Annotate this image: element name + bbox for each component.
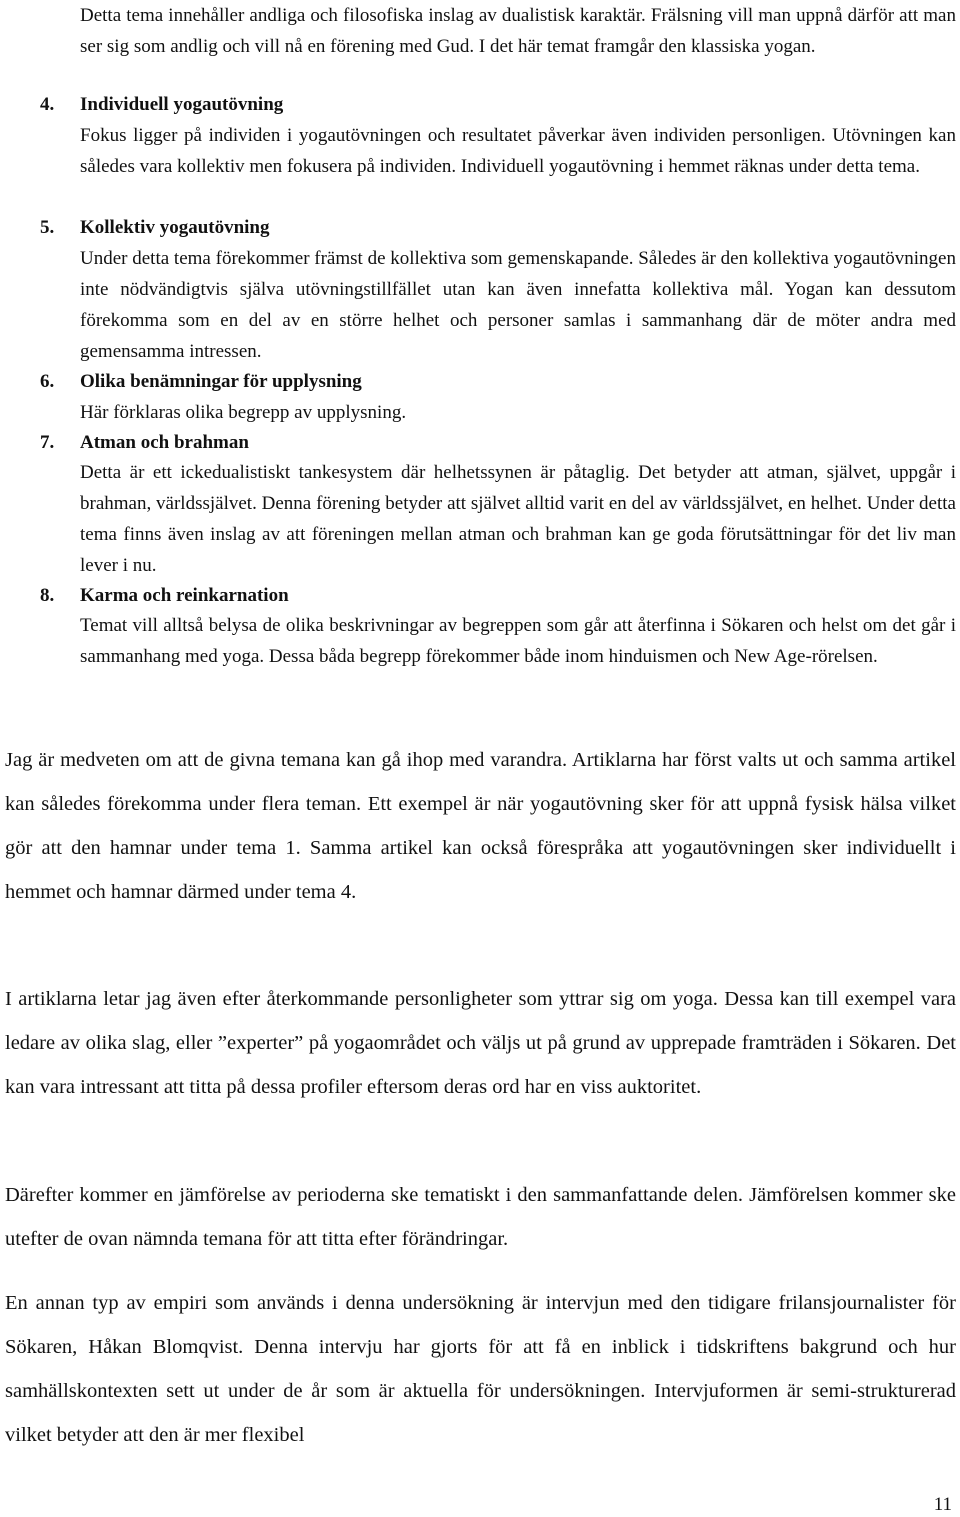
theme-title: Atman och brahman [80, 432, 249, 453]
theme-title: Karma och reinkarnation [80, 585, 289, 606]
body-paragraph-2: I artiklarna letar jag även efter återkommande personligheter som yttrar sig om yoga. Dessa kan till exempel vara ledare av olika slag, eller ”experter” på yogaområdet och väljs ut på grund av upprepade framträden i Sökaren. Det kan vara intressant att titta på dessa profiler eftersom deras ord har en viss auktoritet. [5, 988, 956, 1098]
body-paragraph-4: En annan typ av empiri som används i denna undersökning är intervjun med den tidigare frilansjournalister för Sökaren, Håkan Blomqvist. Denna intervju har gjorts för att få en inblick i tidskriftens bakgrund och hur samhällskontexten sett ut under de år som är aktuella för undersökningen. Intervjuformen är semi-strukturerad vilket betyder att den är mer flexibel [5, 1292, 956, 1446]
theme-heading-5 [40, 212, 270, 243]
theme-title: Olika benämningar för upplysning [80, 371, 362, 392]
theme-body-4: Fokus ligger på individen i yogautövningen och resultatet påverkar även individen personligen. Utövningen kan således vara kollektiv men fokusera på individen. Individuell yogautövning i hemmet räknas under detta tema. [80, 125, 956, 177]
theme-body-5: Under detta tema förekommer främst de kollektiva som gemenskapande. Således är den kollektiva yogautövningen inte nödvändigtvis själva utövningstillfället utan kan även innefatta kollektiva mål. Yogan kan dessutom förekomma som en del av en större helhet och personer samlas i sammanhang där de möter andra med gemensamma intressen. [80, 248, 956, 362]
theme-body-7: Detta är ett ickedualistiskt tankesystem där helhetssynen är påtaglig. Det betyder att atman, självet, uppgår i brahman, världssjälvet. Denna förening betyder att självet alltid varit en del av världssjälvet, en helhet. Under detta tema finns även inslag av att föreningen mellan atman och brahman kan ge goda förutsättningar för det liv man lever i nu. [80, 462, 956, 576]
theme-body-6: Här förklaras olika begrepp av upplysning. [80, 402, 407, 423]
theme-number: 7. [40, 432, 55, 453]
theme-number: 8. [40, 585, 55, 606]
body-paragraph-1: Jag är medveten om att de givna temana kan gå ihop med varandra. Artiklarna har först valts ut och samma artikel kan således förekomma under flera teman. Ett exempel är när yogautövning sker för att uppnå fysisk hälsa vilket gör att den hamnar under tema 1. Samma artikel kan också förespråka att yogautövningen sker individuellt i hemmet och hamnar därmed under tema 4. [5, 749, 956, 903]
theme-number: 6. [40, 371, 55, 392]
theme-heading-4 [40, 89, 283, 120]
theme-heading-7 [40, 427, 249, 458]
body-paragraph-3: Därefter kommer en jämförelse av perioderna ske tematiskt i den sammanfattande delen. Jämförelsen kommer ske utefter de ovan nämnda temana för att titta efter förändringar. [5, 1184, 956, 1250]
intro-paragraph: Detta tema innehåller andliga och filosofiska inslag av dualistisk karaktär. Frälsning vill man uppnå därför att man ser sig som andlig och vill nå en förening med Gud. I det här temat framgår den klassiska yogan. [80, 5, 956, 57]
theme-title: Kollektiv yogautövning [80, 217, 270, 238]
theme-number: 4. [40, 94, 55, 115]
theme-number: 5. [40, 217, 55, 238]
page-number: 11 [933, 1494, 952, 1515]
theme-heading-6 [40, 366, 362, 397]
theme-heading-8 [40, 580, 289, 611]
theme-body-8: Temat vill alltså belysa de olika beskrivningar av begreppen som går att återfinna i Sökaren och helst om det går i sammanhang med yoga. Dessa båda begrepp förekommer både inom hinduismen och New Age-rörelsen. [80, 615, 956, 667]
intro-block [80, 0, 956, 62]
theme-title: Individuell yogautövning [80, 94, 284, 115]
